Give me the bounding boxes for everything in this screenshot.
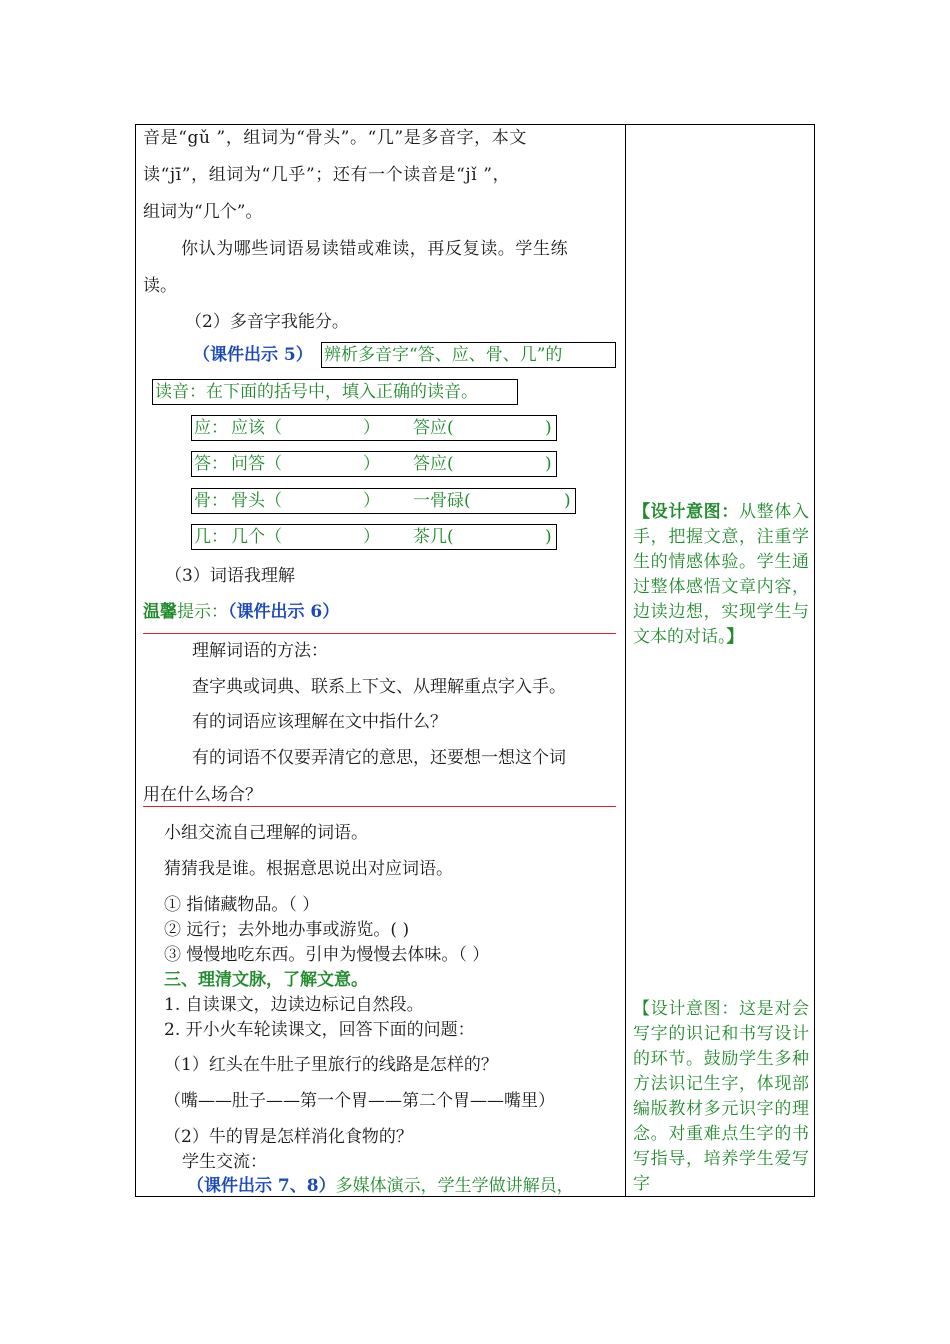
exercise-word: 一骨碌( xyxy=(413,491,471,511)
guess-item: ② 远行；去外地办事或游览。( ) xyxy=(164,920,410,940)
step-item: 1. 自读课文，边读边标记自然段。 xyxy=(164,995,424,1015)
courseware-label: （课件出示 5） xyxy=(193,345,313,365)
paragraph-line: 学生交流： xyxy=(182,1152,267,1172)
courseware-text: 读音：在下面的括号中，填入正确的读音。 xyxy=(155,382,478,402)
exercise-word: 问答（ xyxy=(231,454,282,474)
exercise-char: 几： xyxy=(194,527,228,547)
paragraph-line xyxy=(187,1175,574,1197)
tip-label: 温馨 xyxy=(143,602,177,622)
exercise-word: 几个（ xyxy=(231,527,282,547)
exercise-word: 答应( xyxy=(413,454,454,474)
exercise-bracket: ) xyxy=(545,418,552,438)
paragraph-line: 音是“gǔ ”，组词为“骨头”。“几”是多音字，本文 xyxy=(143,128,527,148)
exercise-char: 骨： xyxy=(194,491,228,511)
exercise-word: 应该（ xyxy=(231,418,282,438)
guess-item: ① 指储藏物品。（ ） xyxy=(164,895,320,915)
exercise-bracket: ） xyxy=(363,454,380,474)
method-item: 有的词语不仅要弄清它的意思，还要想一想这个词 xyxy=(192,748,566,768)
intent-text: 从整体入手，把握文意，注重学生的情感体验。学生通过整体感悟文章内容，边读边想，实现学生与文本的对话。 xyxy=(633,502,809,647)
exercise-bracket: ） xyxy=(363,491,380,511)
exercise-word: 茶几( xyxy=(413,527,454,547)
design-intent-note xyxy=(633,500,809,650)
courseware-text: 多媒体演示，学生学做讲解员， xyxy=(335,1176,574,1196)
section-heading: 三、理清文脉，了解文意。 xyxy=(164,970,368,990)
answer: （嘴——肚子——第一个胃——第二个胃——嘴里） xyxy=(164,1091,555,1111)
question: （2）牛的胃是怎样消化食物的？ xyxy=(164,1127,413,1147)
exercise-bracket: ) xyxy=(564,491,571,511)
intent-label: 【设计意图： xyxy=(633,999,739,1019)
method-item: 用在什么场合？ xyxy=(143,785,262,805)
method-item: 查字典或词典、联系上下文、从理解重点字入手。 xyxy=(192,677,566,697)
exercise-bracket: ) xyxy=(545,527,552,547)
paragraph-line: 你认为哪些词语易读错或难读，再反复读。学生练 xyxy=(181,239,569,259)
tip-label-2: 提示： xyxy=(177,602,228,622)
paragraph-line: 猜猜我是谁。根据意思说出对应词语。 xyxy=(164,859,453,879)
method-title: 理解词语的方法： xyxy=(192,641,328,661)
design-intent-note xyxy=(633,997,809,1197)
step-item: 2. 开小火车轮读课文，回答下面的问题： xyxy=(164,1020,475,1040)
courseware-label: （课件出示 6） xyxy=(228,602,340,622)
subheading: （3）词语我理解 xyxy=(165,566,295,586)
paragraph-line: 小组交流自己理解的词语。 xyxy=(164,823,368,843)
subheading: （2）多音字我能分。 xyxy=(185,312,349,332)
intent-end: 】 xyxy=(726,627,744,647)
exercise-char: 答： xyxy=(194,454,228,474)
courseware-label: （课件出示 7、8） xyxy=(187,1176,336,1196)
exercise-bracket: ) xyxy=(545,454,552,474)
red-rule xyxy=(143,633,616,634)
intent-text: 这是对会写字的识记和书写设计的环节。鼓励学生多种方法识记生字，体现部编版教材多元识字的理念。对重难点生字的书写指导，培养学生爱写字 xyxy=(633,999,809,1194)
paragraph-line: 读。 xyxy=(143,276,177,296)
exercise-bracket: ） xyxy=(363,527,380,547)
question: （1）红头在牛肚子里旅行的线路是怎样的？ xyxy=(164,1055,498,1075)
intent-label: 【设计意图： xyxy=(633,502,739,522)
paragraph-line: 读“jī”，组词为“几乎”；还有一个读音是“jǐ ”， xyxy=(143,165,511,185)
exercise-char: 应： xyxy=(194,418,228,438)
method-item: 有的词语应该理解在文中指什么？ xyxy=(192,712,447,732)
red-rule xyxy=(143,806,616,807)
exercise-word: 答应( xyxy=(413,418,454,438)
column-divider xyxy=(625,124,626,1197)
exercise-bracket: ） xyxy=(363,418,380,438)
exercise-word: 骨头（ xyxy=(231,491,282,511)
paragraph-line: 组词为“几个”。 xyxy=(143,202,263,222)
guess-item: ③ 慢慢地吃东西。引申为慢慢去体味。（ ） xyxy=(164,945,490,965)
tip-line xyxy=(143,601,339,623)
courseware-text: 辨析多音字“答、应、骨、几”的 xyxy=(324,345,563,365)
